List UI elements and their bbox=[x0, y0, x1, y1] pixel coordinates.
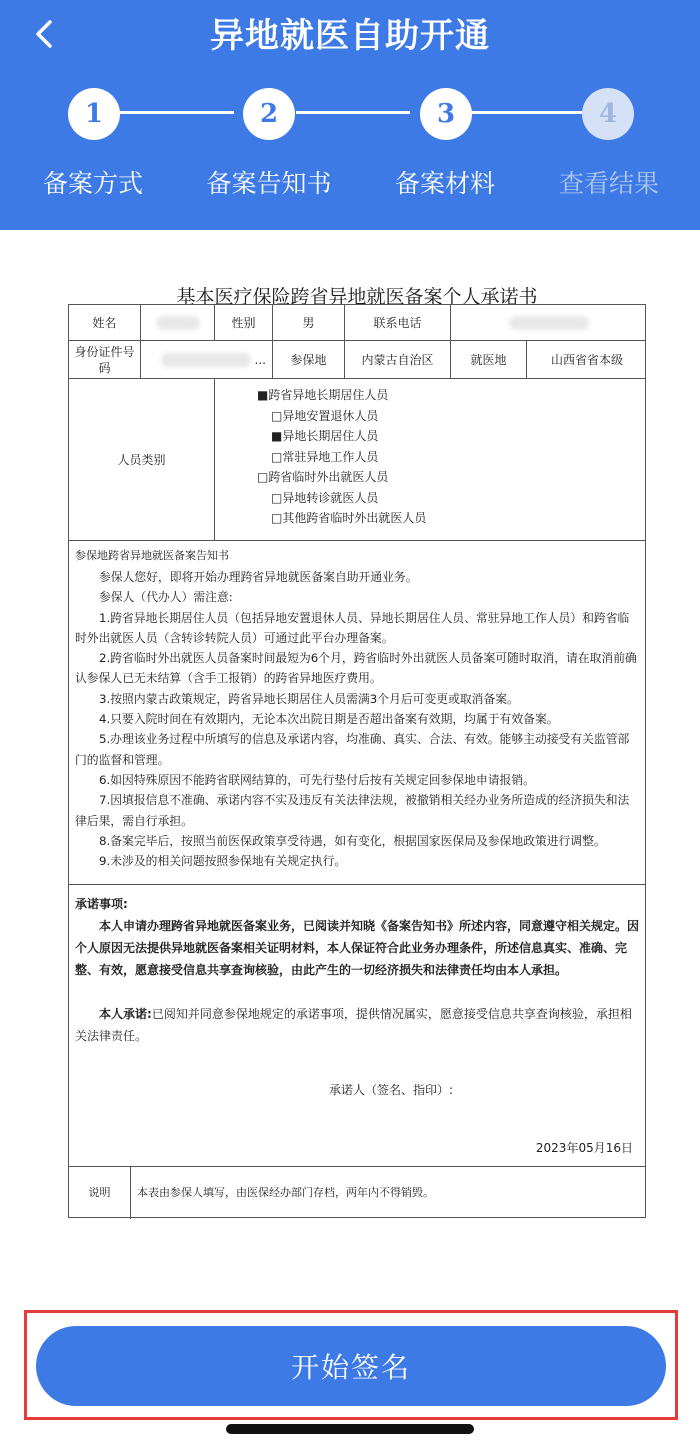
commitment-heading: 承诺事项: bbox=[75, 897, 128, 911]
step-3-circle: 3 bbox=[420, 88, 472, 140]
step-4-circle: 4 bbox=[582, 88, 634, 140]
gender-value: 男 bbox=[273, 305, 345, 340]
medical-place-label: 就医地 bbox=[451, 341, 527, 378]
step-1-label: 备案方式 bbox=[42, 169, 143, 198]
notice-attention: 参保人（代办人）需注意: bbox=[99, 590, 233, 605]
category-label: 人员类别 bbox=[69, 379, 215, 540]
notice-item: 5.办理该业务过程中所填写的信息及承诺内容，均准确、真实、合法、有效。能够主动接受有关监管部门的监督和管理。 bbox=[75, 732, 630, 767]
phone-value bbox=[451, 305, 647, 340]
redacted-name bbox=[156, 316, 200, 330]
commitment-body bbox=[75, 893, 639, 1047]
notice-item: 8.备案完毕后，按照当前医保政策享受待遇，如有变化，根据国家医保局及参保地政策进行调整。 bbox=[99, 833, 606, 848]
name-label: 姓名 bbox=[69, 305, 141, 340]
redacted-phone bbox=[509, 316, 589, 330]
note-text: 本表由参保人填写，由医保经办部门存档，两年内不得销毁。 bbox=[137, 1186, 434, 1199]
notice-heading: 参保地跨省异地就医备案告知书 bbox=[75, 549, 229, 562]
notice-item: 7.因填报信息不准确、承诺内容不实及违反有关法律法规，被撤销相关经办业务所造成的经济损失和法律后果，需自行承担。 bbox=[75, 793, 630, 828]
category-option: □异地安置退休人员 bbox=[271, 408, 379, 423]
start-sign-button[interactable]: 开始签名 bbox=[36, 1326, 666, 1406]
category-option: ■异地长期居住人员 bbox=[271, 429, 379, 443]
commitment-form bbox=[68, 304, 646, 1218]
category-option: □常驻异地工作人员 bbox=[271, 449, 379, 464]
notice-item: 3.按照内蒙古政策规定，跨省异地长期居住人员需满3个月后可变更或取消备案。 bbox=[99, 691, 519, 706]
redacted-id bbox=[161, 353, 251, 367]
phone-label: 联系电话 bbox=[345, 305, 451, 340]
notice-item: 2.跨省临时外出就医人员备案时间最短为6个月，跨省临时外出就医人员备案可随时取消，请在取消前确认参保人已无未结算（含手工报销）的跨省异地医疗费用。 bbox=[75, 651, 637, 686]
notice-item: 1.跨省异地长期居住人员（包括异地安置退休人员、异地长期居住人员、常驻异地工作人员）和跨省临时外出就医人员（含转诊转院人员）可通过此平台办理备案。 bbox=[75, 610, 630, 645]
category-option: □跨省临时外出就医人员 bbox=[257, 470, 389, 484]
category-option: □异地转诊就医人员 bbox=[271, 490, 379, 505]
commitment-section bbox=[69, 885, 645, 1167]
notice-greeting: 参保人您好，即将开始办理跨省异地就医备案自助开通业务。 bbox=[99, 570, 418, 584]
step-1-circle: 1 bbox=[68, 88, 120, 140]
gender-label: 性别 bbox=[215, 305, 273, 340]
category-options bbox=[255, 385, 426, 529]
step-2-label: 备案告知书 bbox=[206, 169, 332, 198]
name-value bbox=[141, 305, 215, 340]
medical-place-value: 山西省省本级 bbox=[550, 352, 623, 367]
notice-section bbox=[69, 541, 645, 885]
id-value: ... bbox=[141, 341, 273, 378]
category-option: □其他跨省临时外出就医人员 bbox=[271, 511, 427, 525]
insured-place-value: 内蒙古自治区 bbox=[345, 341, 451, 378]
notice-body bbox=[75, 567, 639, 871]
step-4-label: 查看结果 bbox=[558, 169, 659, 198]
form-row-category bbox=[69, 379, 645, 541]
commitment-date: 2023年05月16日 bbox=[535, 1141, 633, 1155]
id-label: 身份证件号码 bbox=[69, 341, 141, 378]
home-indicator bbox=[226, 1424, 474, 1434]
step-connector bbox=[472, 111, 582, 114]
notice-item: 4.只要入院时间在有效期内，无论本次出院日期是否超出备案有效期，均属于有效备案。 bbox=[99, 712, 559, 727]
document-title: 基本医疗保险跨省异地就医备案个人承诺书 bbox=[176, 286, 538, 308]
note-label: 说明 bbox=[69, 1167, 131, 1219]
notice-item: 9.未涉及的相关问题按照参保地有关规定执行。 bbox=[99, 854, 347, 869]
signer-label: 承诺人（签名、指印）: bbox=[329, 1083, 454, 1097]
step-connector bbox=[120, 111, 234, 114]
promise-paragraph: 本人承诺:已阅知并同意参保地规定的承诺事项，提供情况属实，愿意接受信息共享查询核验，承担相关法律责任。 bbox=[75, 1007, 632, 1043]
category-option: ■跨省异地长期居住人员 bbox=[257, 388, 389, 402]
commitment-text: 本人申请办理跨省异地就医备案业务，已阅读并知晓《备案告知书》所述内容，同意遵守相关规定。因个人原因无法提供异地就医备案相关证明材料，本人保证符合此业务办理条件，所述信息真实、准确、完整、有效，愿意接受信息共享查询核验，由此产生的一切经济损失和法律责任均由本人承担。 bbox=[75, 919, 640, 977]
form-row-note bbox=[69, 1167, 645, 1219]
step-3-label: 备案材料 bbox=[394, 169, 495, 198]
notice-item: 6.如因特殊原因不能跨省联网结算的，可先行垫付后按有关规定回参保地申请报销。 bbox=[99, 772, 535, 787]
app-header bbox=[0, 0, 700, 230]
progress-steps bbox=[0, 84, 700, 144]
insured-place-label: 参保地 bbox=[273, 341, 345, 378]
page-title: 异地就医自助开通 bbox=[210, 16, 490, 56]
form-row-basic bbox=[69, 305, 645, 341]
step-2-circle: 2 bbox=[243, 88, 295, 140]
form-row-location bbox=[69, 341, 645, 379]
step-connector bbox=[296, 111, 410, 114]
